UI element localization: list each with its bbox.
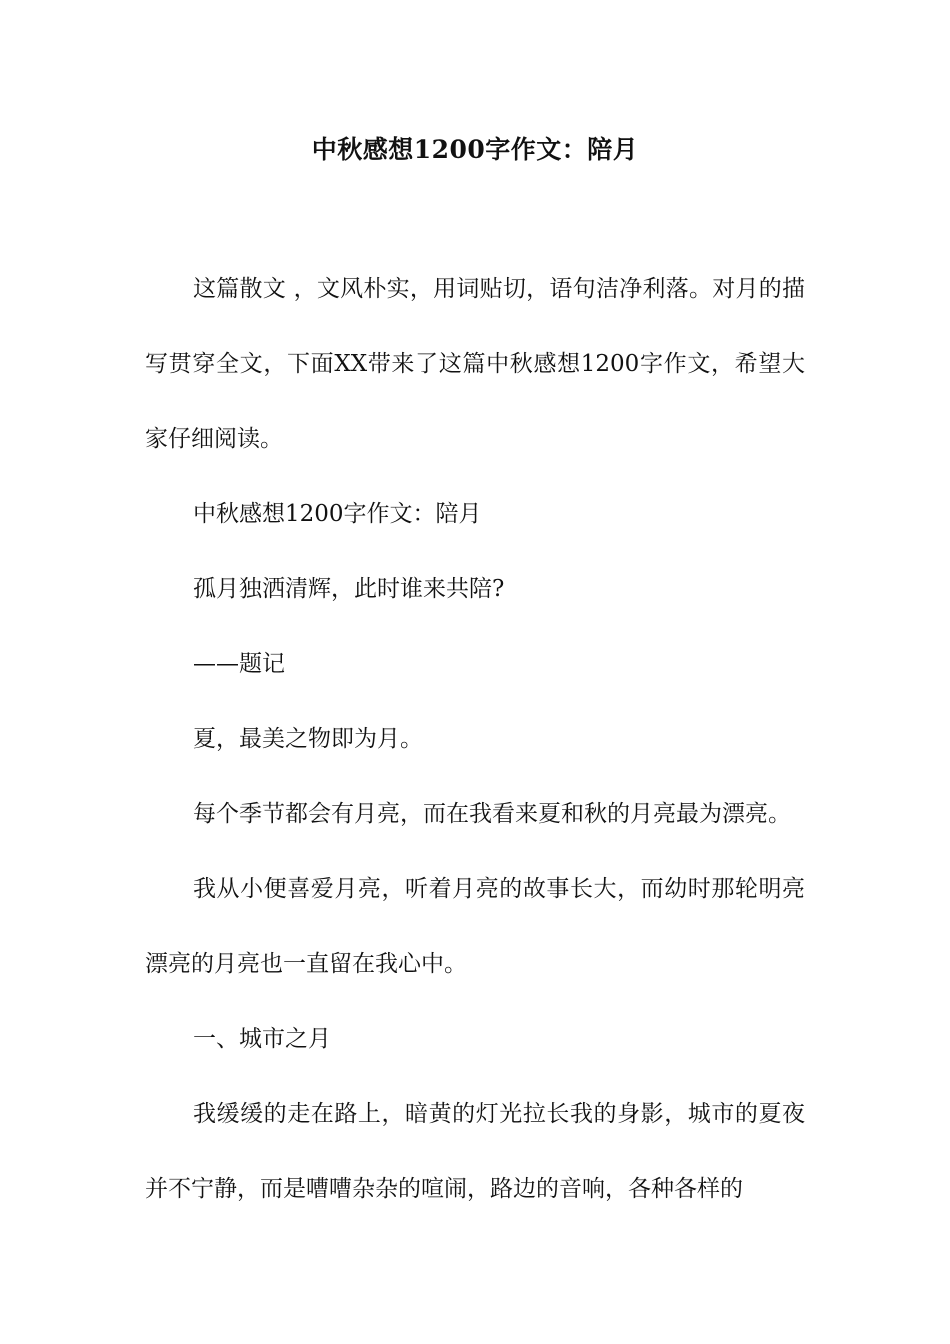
paragraph: 孤月独洒清辉，此时谁来共陪?	[193, 576, 505, 602]
paragraph: 我缓缓的走在路上，暗黄的灯光拉长我的身影，城市的夏夜并不宁静，而是嘈嘈杂杂的喧闹，路边的音响，各种各样的	[145, 1101, 805, 1202]
document-body	[145, 252, 805, 1227]
paragraph: ——题记	[193, 651, 285, 677]
section-heading: 一、城市之月	[193, 1026, 331, 1052]
document-title: 中秋感想1200字作文：陪月	[311, 135, 639, 164]
paragraph: 每个季节都会有月亮，而在我看来夏和秋的月亮最为漂亮。	[193, 801, 791, 827]
paragraph: 这篇散文 ，文风朴实，用词贴切，语句洁净利落。对月的描写贯穿全文，下面XX带来了这篇中秋感想1200字作文，希望大家仔细阅读。	[145, 276, 805, 452]
paragraph: 中秋感想1200字作文：陪月	[193, 501, 482, 527]
paragraph: 我从小便喜爱月亮，听着月亮的故事长大，而幼时那轮明亮漂亮的月亮也一直留在我心中。	[145, 876, 805, 977]
paragraph: 夏，最美之物即为月。	[193, 726, 423, 752]
